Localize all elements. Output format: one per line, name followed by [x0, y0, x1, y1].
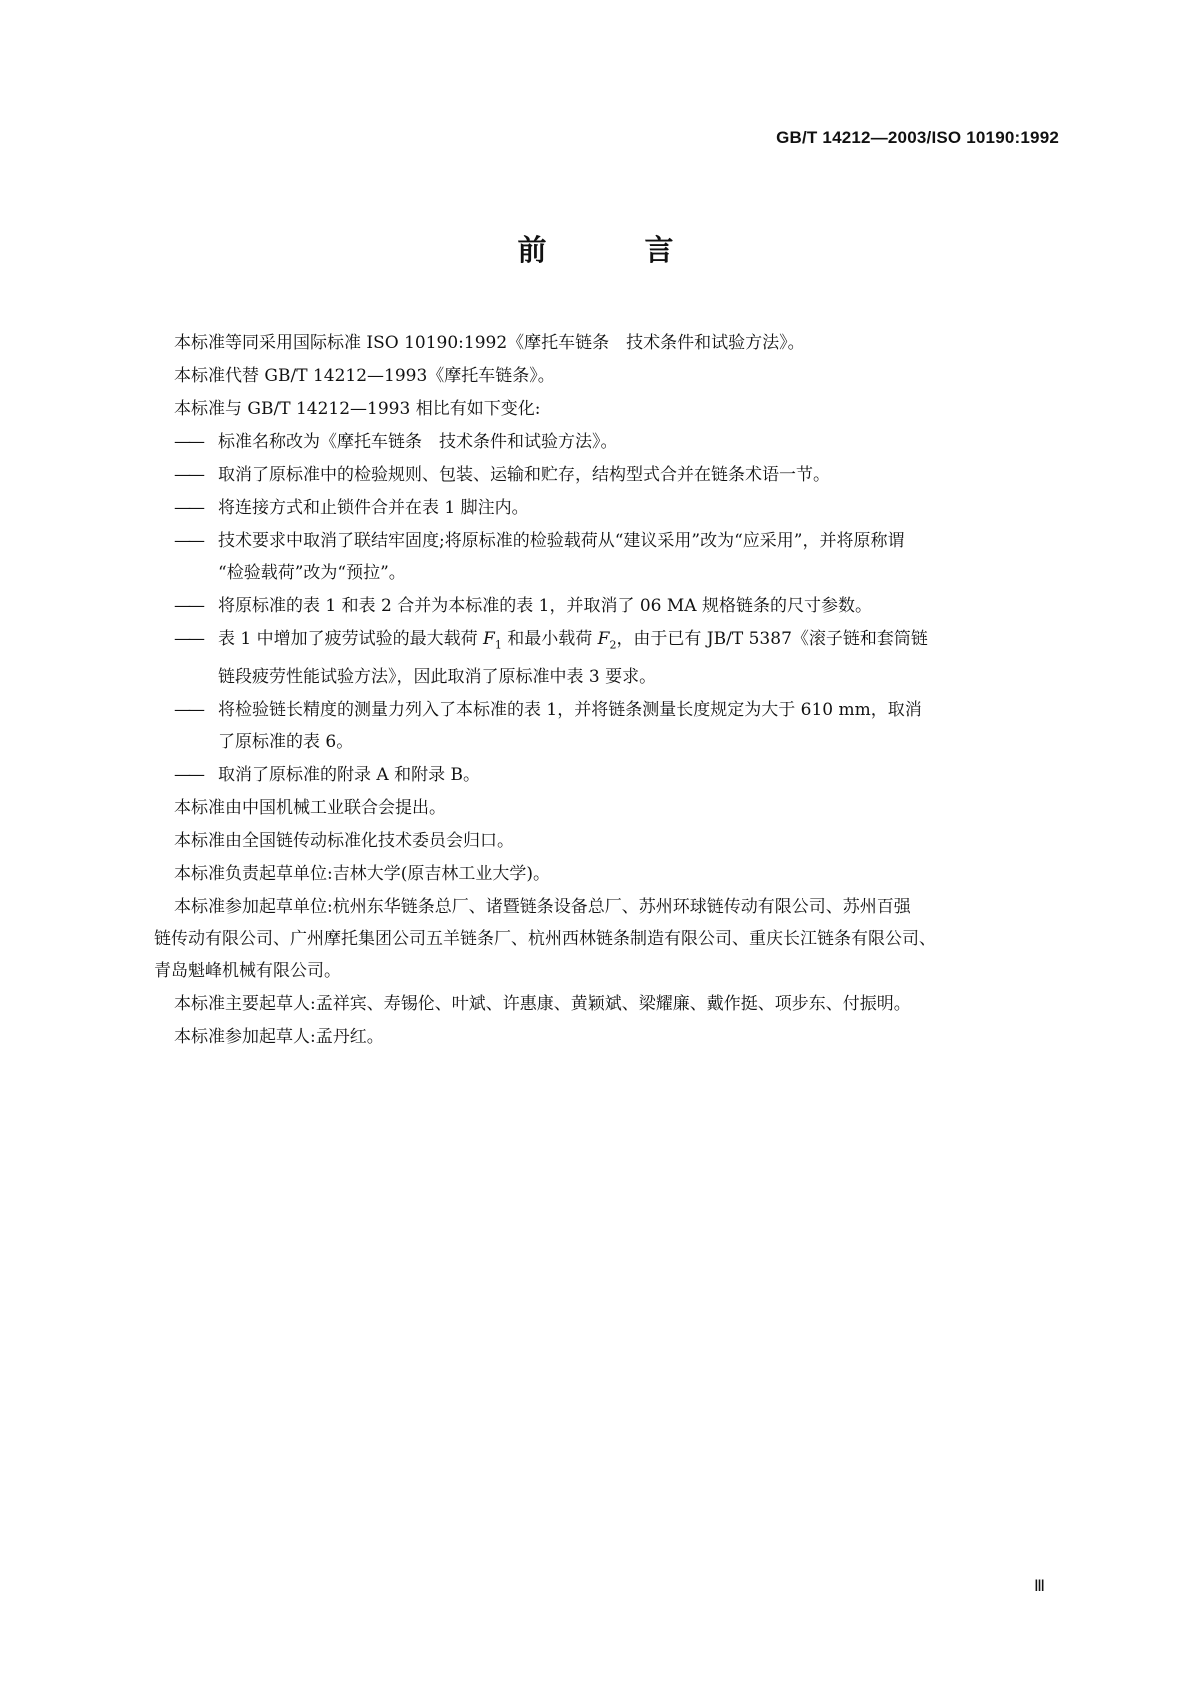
symbol-f1: F	[483, 629, 495, 649]
participating-units-line: 链传动有限公司、广州摩托集团公司五羊链条厂、杭州西林链条制造有限公司、重庆长江链条有限公司、	[154, 929, 936, 950]
participating-units-line: 青岛魁峰机械有限公司。	[154, 961, 341, 982]
paragraph-main-drafters: 本标准主要起草人:孟祥宾、寿锡伦、叶斌、许惠康、黄颖斌、梁耀廉、戴作挺、项步东、付振明。	[174, 994, 911, 1015]
standard-code: GB/T 14212—2003/ISO 10190:1992	[776, 128, 1059, 147]
paragraph-adoption: 本标准等同采用国际标准 ISO 10190:1992《摩托车链条 技术条件和试验方法》。	[174, 333, 805, 353]
change-item	[174, 590, 1061, 622]
change-item-text: 将检验链长精度的测量力列入了本标准的表 1，并将链条测量长度规定为大于 610 mm，取消	[218, 700, 922, 721]
dash-mark: ——	[174, 596, 202, 616]
change-item-text-continued: “检验载荷”改为“预拉”。	[218, 563, 406, 583]
change-item	[174, 694, 1061, 758]
change-item-text: 取消了原标准中的检验规则、包装、运输和贮存，结构型式合并在链条术语一节。	[218, 465, 830, 485]
change-item-text-continued: 链段疲劳性能试验方法》，因此取消了原标准中表 3 要求。	[218, 667, 657, 688]
document-body	[154, 327, 1061, 1054]
change-item	[174, 426, 1061, 458]
change-item-text: 技术要求中取消了联结牢固度;将原标准的检验载荷从“建议采用”改为“应采用”，并将原称谓	[218, 531, 905, 551]
change-item-text: 将原标准的表 1 和表 2 合并为本标准的表 1，并取消了 06 MA 规格链条的尺寸参数。	[218, 596, 872, 616]
change-item-text-continued: 了原标准的表 6。	[218, 732, 354, 753]
paragraph-replaces: 本标准代替 GB/T 14212—1993《摩托车链条》。	[174, 366, 555, 386]
text-segment: 表 1 中增加了疲劳试验的最大载荷	[218, 629, 484, 649]
change-item	[174, 623, 1061, 693]
text-segment: ，由于已有 JB/T 5387《滚子链和套筒链	[616, 629, 928, 649]
paragraph-lead-drafter-unit: 本标准负责起草单位:吉林大学(原吉林工业大学)。	[174, 864, 550, 885]
change-item-text: 将连接方式和止锁件合并在表 1 脚注内。	[218, 498, 529, 518]
change-item	[174, 525, 1061, 589]
subscript-1: 1	[494, 638, 502, 652]
symbol-f2: F	[597, 629, 610, 649]
dash-mark: ——	[174, 629, 202, 649]
paragraph-changes-intro: 本标准与 GB/T 14212—1993 相比有如下变化:	[174, 399, 541, 419]
change-item-text	[218, 623, 1061, 661]
dash-mark: ——	[174, 432, 202, 452]
page-number: Ⅲ	[1033, 1578, 1045, 1595]
change-item	[174, 459, 1061, 491]
paragraph-participating-units	[154, 891, 1061, 987]
dash-mark: ——	[174, 465, 202, 485]
change-item-text: 取消了原标准的附录 A 和附录 B。	[218, 765, 480, 786]
paragraph-proposer: 本标准由中国机械工业联合会提出。	[174, 798, 446, 819]
change-item	[174, 492, 1061, 524]
dash-mark: ——	[174, 765, 202, 786]
paragraph-committee: 本标准由全国链传动标准化技术委员会归口。	[174, 831, 514, 852]
text-segment: 和最小载荷	[501, 629, 598, 649]
dash-mark: ——	[174, 498, 202, 518]
subscript-2: 2	[609, 638, 617, 652]
page-title: 前 言	[517, 233, 718, 267]
dash-mark: ——	[174, 531, 202, 551]
participating-units-line: 本标准参加起草单位:杭州东华链条总厂、诸暨链条设备总厂、苏州环球链传动有限公司、苏州百强	[174, 897, 911, 918]
change-item-text: 标准名称改为《摩托车链条 技术条件和试验方法》。	[218, 432, 618, 452]
change-item	[174, 759, 1061, 791]
dash-mark: ——	[174, 700, 202, 721]
paragraph-participating-drafters: 本标准参加起草人:孟丹红。	[174, 1027, 384, 1048]
